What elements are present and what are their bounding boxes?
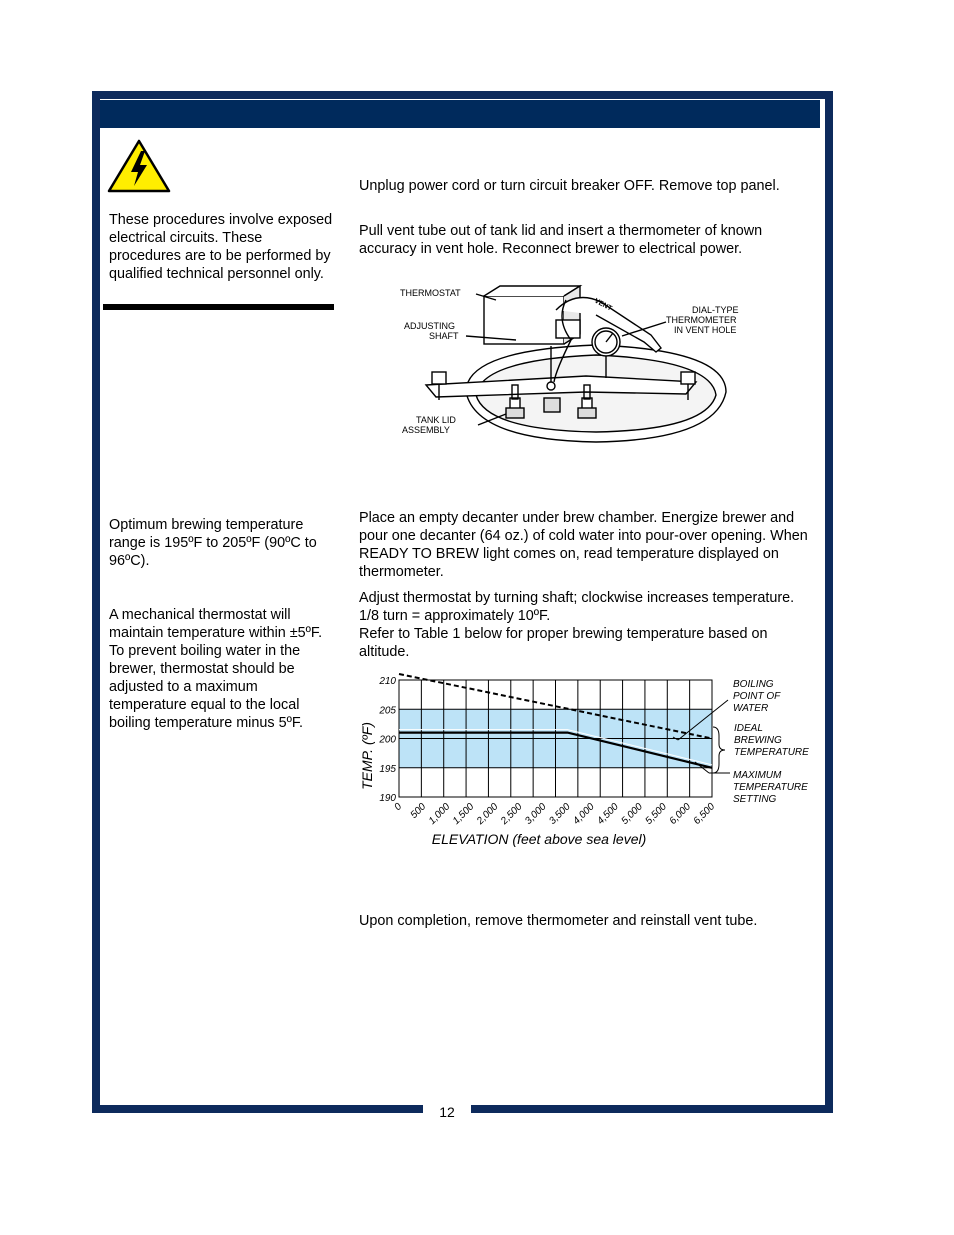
y-tick-label: 190	[379, 793, 396, 804]
tank-lid-diagram	[396, 280, 756, 450]
step-refer-table: Refer to Table 1 below for proper brewing temperature based on altitude.	[359, 626, 768, 660]
x-tick-label: 6,000	[667, 801, 694, 827]
optimum-temperature-note: Optimum brewing temperature range is 195ºF to 205ºF (90ºC to 96ºC).	[109, 517, 317, 569]
y-tick-label: 195	[379, 763, 396, 775]
x-tick-label: 3,500	[547, 801, 573, 827]
legend-maximum-1: MAXIMUM	[733, 770, 782, 781]
x-tick-label: 500	[408, 801, 429, 821]
ideal-range-bracket	[713, 727, 725, 773]
x-tick-label: 0	[392, 801, 405, 814]
legend-ideal-1: IDEAL	[734, 723, 763, 734]
label-thermostat: THERMOSTAT	[400, 288, 461, 298]
page-number: 12	[439, 1104, 455, 1120]
legend-ideal-2: BREWING	[734, 735, 782, 746]
warning-text: These procedures involve exposed electrical circuits. These procedures are to be performed by qualified technical personnel only.	[109, 212, 333, 282]
legend-boiling-1: BOILING	[733, 679, 774, 690]
step-vent-tube: Pull vent tube out of tank lid and insert a thermometer of known accuracy in vent hole. Reconnect brewer to electrical power.	[359, 223, 763, 257]
step-completion: Upon completion, remove thermometer and reinstall vent tube.	[359, 913, 758, 929]
step-unplug: Unplug power cord or turn circuit breaker OFF. Remove top panel.	[359, 178, 780, 194]
step-adjust-thermostat: Adjust thermostat by turning shaft; clockwise increases temperature. 1/8 turn = approximately 10ºF.	[359, 590, 795, 624]
label-dial-type-1: DIAL-TYPE	[692, 305, 739, 315]
x-tick-label: 4,000	[571, 801, 597, 827]
step-decanter: Place an empty decanter under brew chamber. Energize brewer and pour one decanter (64 oz.) of cold water into pour-over opening. When READY TO BREW light comes on, read temperature displayed on thermometer.	[359, 510, 808, 580]
y-tick-label: 200	[379, 734, 396, 746]
chart-y-axis-label: TEMP. (ºF)	[359, 722, 375, 790]
legend-maximum-3: SETTING	[733, 794, 777, 805]
section-header-bar	[100, 100, 820, 128]
y-tick-label: 205	[379, 705, 396, 717]
x-tick-label: 5,500	[643, 801, 669, 827]
x-tick-label: 3,000	[523, 801, 549, 827]
label-adjusting-shaft-2: SHAFT	[429, 331, 459, 341]
legend-boiling-2: POINT OF	[733, 691, 781, 702]
x-tick-label: 2,500	[499, 801, 525, 827]
label-dial-type-3: IN VENT HOLE	[674, 325, 737, 335]
label-dial-type-2: THERMOMETER	[666, 315, 737, 325]
legend-ideal-3: TEMPERATURE	[734, 747, 809, 758]
y-tick-label: 210	[379, 676, 396, 687]
x-tick-label: 1,500	[450, 801, 477, 827]
x-tick-label: 2,000	[474, 801, 501, 827]
chart-x-axis-label: ELEVATION (feet above sea level)	[431, 831, 647, 847]
x-tick-label: 6,500	[691, 801, 718, 827]
x-tick-label: 4,500	[595, 801, 621, 827]
label-vent: VENT	[593, 297, 613, 313]
brewing-temperature-chart	[354, 670, 824, 855]
label-tank-lid-1: TANK LID	[416, 415, 456, 425]
warning-divider	[103, 304, 334, 310]
thermostat-note: A mechanical thermostat will maintain temperature within ±5ºF. To prevent boiling water in the brewer, thermostat should be adjusted to a maximum temperature equal to the local boiling temperature minus 5ºF.	[109, 607, 323, 731]
label-adjusting-shaft-1: ADJUSTING	[404, 321, 456, 331]
x-tick-label: 1,000	[426, 801, 453, 827]
legend-boiling-3: WATER	[733, 703, 769, 714]
legend-maximum-2: TEMPERATURE	[733, 782, 808, 793]
label-tank-lid-2: ASSEMBLY	[402, 425, 450, 435]
x-tick-label: 5,000	[619, 801, 645, 827]
high-voltage-warning-icon	[107, 139, 171, 193]
